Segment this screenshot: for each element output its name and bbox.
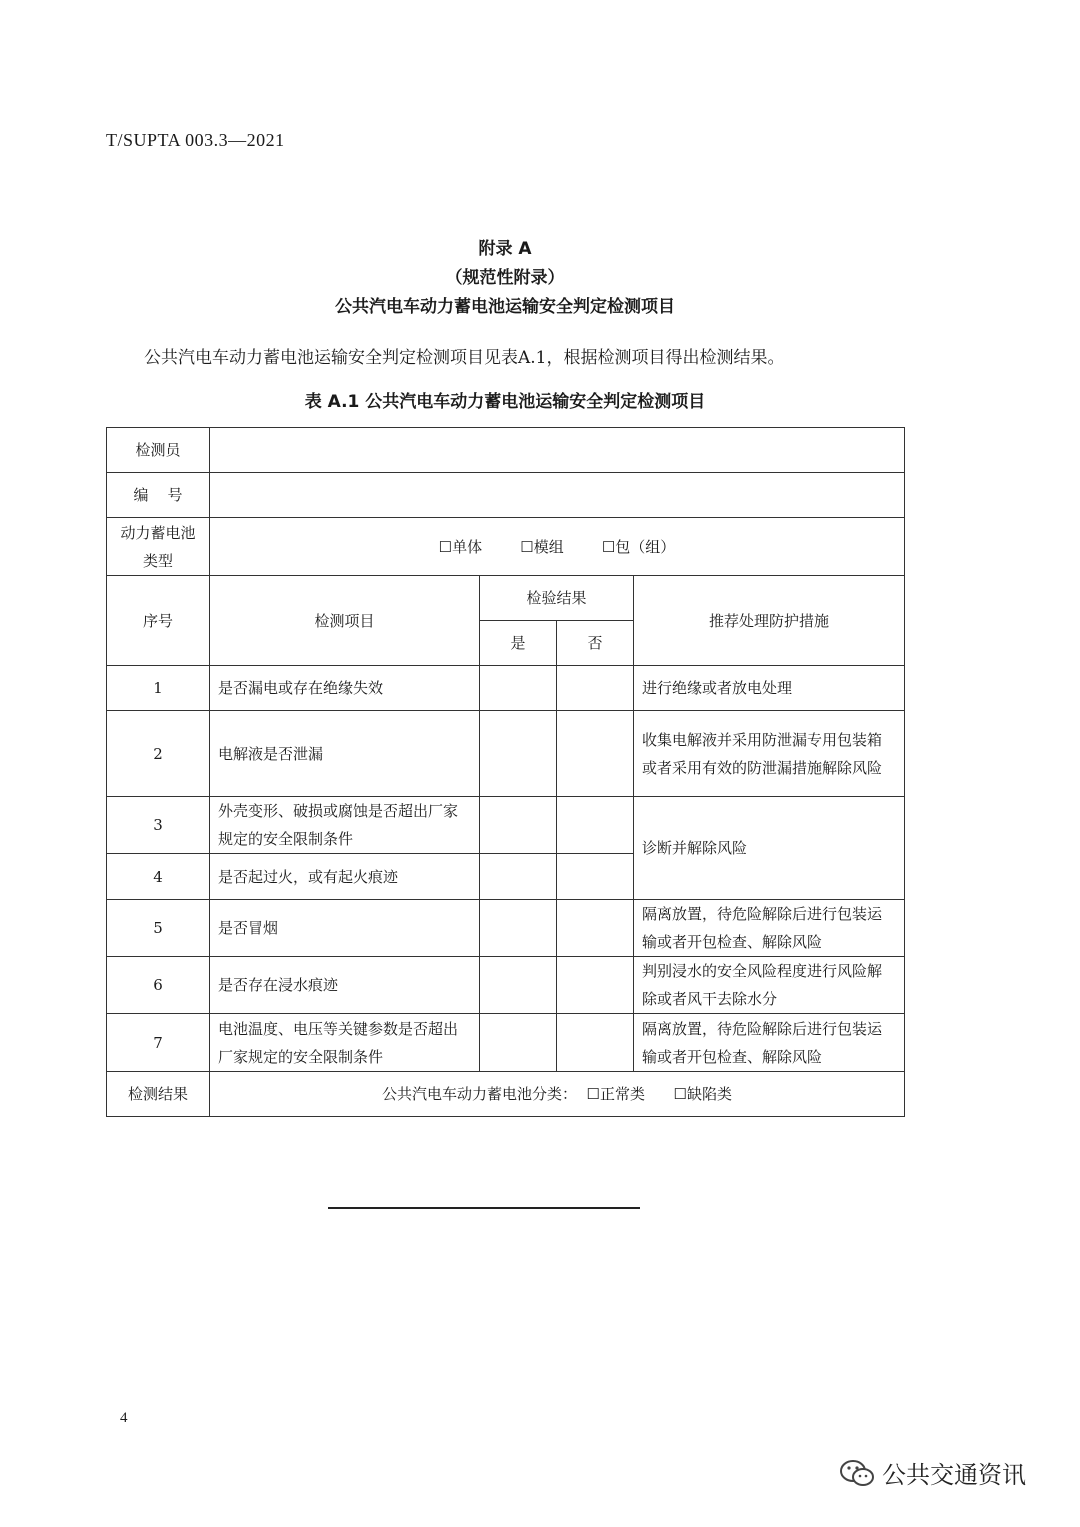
row-no-cell[interactable] <box>557 900 634 957</box>
row-measure: 隔离放置，待危险解除后进行包装运输或者开包检查、解除风险 <box>634 900 905 957</box>
row-seq: 4 <box>107 854 210 900</box>
appendix-title: 附录 A <box>478 239 532 259</box>
row-seq: 7 <box>107 1014 210 1072</box>
result-label: 检测结果 <box>107 1072 210 1117</box>
row-yes-cell[interactable] <box>480 1014 557 1072</box>
row-no-cell[interactable] <box>557 797 634 854</box>
document-code: T/SUPTA 003.3—2021 <box>106 130 285 150</box>
wechat-icon <box>838 1458 876 1488</box>
number-label: 编 号 <box>107 473 210 518</box>
row-yes-cell[interactable] <box>480 711 557 797</box>
row-item: 电池温度、电压等关键参数是否超出厂家规定的安全限制条件 <box>210 1014 480 1072</box>
end-rule <box>328 1207 640 1209</box>
appendix-name: 公共汽电车动力蓄电池运输安全判定检测项目 <box>335 297 675 317</box>
battery-type-options[interactable]: ☐单体 ☐模组 ☐包（组） <box>210 518 905 576</box>
row-seq: 1 <box>107 666 210 711</box>
battery-type-label: 动力蓄电池类型 <box>107 518 210 576</box>
col-item-header: 检测项目 <box>210 576 480 666</box>
col-no-header: 否 <box>557 621 634 666</box>
watermark-text: 公共交通资讯 <box>882 1461 1026 1489</box>
table-row <box>107 428 905 473</box>
row-no-cell[interactable] <box>557 854 634 900</box>
row-measure: 判别浸水的安全风险程度进行风险解除或者风干去除水分 <box>634 957 905 1014</box>
table-row <box>107 957 905 1014</box>
col-seq-header: 序号 <box>107 576 210 666</box>
row-yes-cell[interactable] <box>480 666 557 711</box>
appendix-subtitle: （规范性附录） <box>445 268 565 288</box>
row-item: 是否漏电或存在绝缘失效 <box>210 666 480 711</box>
table-row <box>107 797 905 854</box>
row-seq: 5 <box>107 900 210 957</box>
col-yes-header: 是 <box>480 621 557 666</box>
result-options[interactable]: 公共汽电车动力蓄电池分类： ☐正常类 ☐缺陷类 <box>210 1072 905 1117</box>
row-measure: 隔离放置，待危险解除后进行包装运输或者开包检查、解除风险 <box>634 1014 905 1072</box>
row-no-cell[interactable] <box>557 711 634 797</box>
col-result-header: 检验结果 <box>480 576 634 621</box>
table-row <box>107 666 905 711</box>
row-no-cell[interactable] <box>557 957 634 1014</box>
row-yes-cell[interactable] <box>480 900 557 957</box>
watermark <box>838 1455 1026 1490</box>
row-yes-cell[interactable] <box>480 957 557 1014</box>
number-value[interactable] <box>210 473 905 518</box>
row-item: 是否起过火，或有起火痕迹 <box>210 854 480 900</box>
row-yes-cell[interactable] <box>480 797 557 854</box>
row-seq: 3 <box>107 797 210 854</box>
row-yes-cell[interactable] <box>480 854 557 900</box>
page-number: 4 <box>120 1410 128 1426</box>
intro-paragraph: 公共汽电车动力蓄电池运输安全判定检测项目见表A.1，根据检测项目得出检测结果。 <box>144 348 785 368</box>
row-seq: 2 <box>107 711 210 797</box>
col-measure-header: 推荐处理防护措施 <box>634 576 905 666</box>
row-item: 是否冒烟 <box>210 900 480 957</box>
table-row <box>107 518 905 576</box>
row-item: 外壳变形、破损或腐蚀是否超出厂家规定的安全限制条件 <box>210 797 480 854</box>
row-measure: 收集电解液并采用防泄漏专用包装箱或者采用有效的防泄漏措施解除风险 <box>634 711 905 797</box>
table-row <box>107 1014 905 1072</box>
inspection-table <box>106 427 905 1117</box>
table-header-row <box>107 576 905 621</box>
row-measure: 进行绝缘或者放电处理 <box>634 666 905 711</box>
inspector-label: 检测员 <box>107 428 210 473</box>
row-no-cell[interactable] <box>557 666 634 711</box>
row-measure: 诊断并解除风险 <box>634 797 905 900</box>
table-row <box>107 1072 905 1117</box>
row-no-cell[interactable] <box>557 1014 634 1072</box>
row-seq: 6 <box>107 957 210 1014</box>
table-row <box>107 711 905 797</box>
table-caption: 表 A.1 公共汽电车动力蓄电池运输安全判定检测项目 <box>304 392 706 412</box>
inspector-value[interactable] <box>210 428 905 473</box>
row-item: 电解液是否泄漏 <box>210 711 480 797</box>
row-item: 是否存在浸水痕迹 <box>210 957 480 1014</box>
table-row <box>107 473 905 518</box>
table-row <box>107 900 905 957</box>
